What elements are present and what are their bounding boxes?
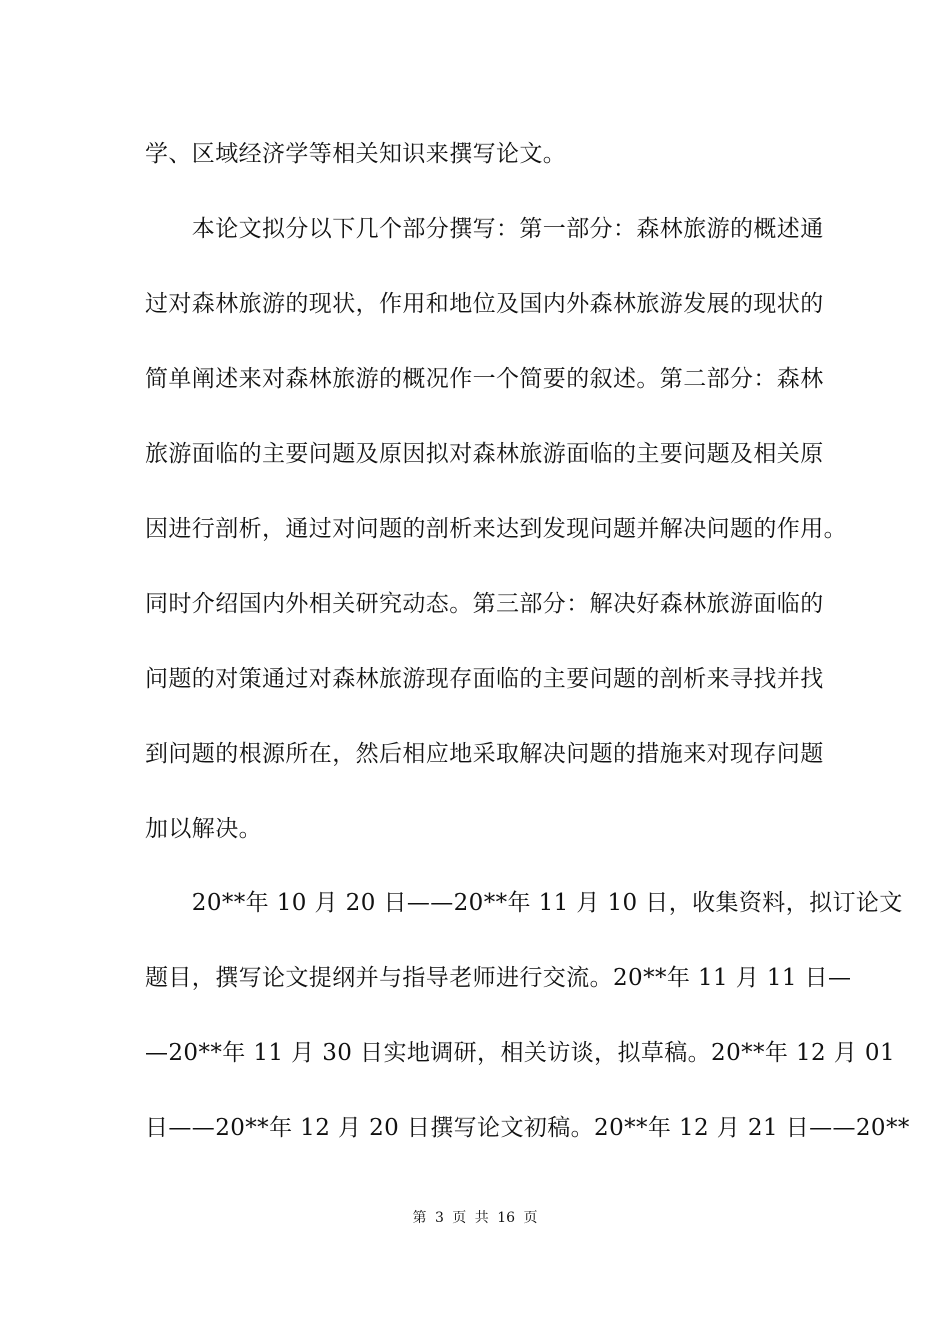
text-line: 日——20**年 12 月 20 日撰写论文初稿。20**年 12 月 21 日——20**: [145, 1115, 910, 1141]
text-line: 20**年 10 月 20 日——20**年 11 月 10 日，收集资料，拟订论文: [145, 890, 903, 916]
text-line: 问题的对策通过对森林旅游现存面临的主要问题的剖析来寻找并找: [145, 666, 824, 692]
page-number-footer: 第 3 页 共 16 页: [412, 1210, 538, 1226]
text-line: 学、区域经济学等相关知识来撰写论文。: [145, 141, 567, 167]
text-line: 因进行剖析，通过对问题的剖析来达到发现问题并解决问题的作用。: [145, 516, 847, 542]
text-line: 简单阐述来对森林旅游的概况作一个简要的叙述。第二部分：森林: [145, 366, 824, 392]
text-line: 过对森林旅游的现状，作用和地位及国内外森林旅游发展的现状的: [145, 291, 824, 317]
text-line: —20**年 11 月 30 日实地调研，相关访谈，拟草稿。20**年 12 月 01: [145, 1040, 895, 1066]
text-line: 到问题的根源所在，然后相应地采取解决问题的措施来对现存问题: [145, 741, 824, 767]
text-line: 旅游面临的主要问题及原因拟对森林旅游面临的主要问题及相关原: [145, 441, 824, 467]
text-line: 加以解决。: [145, 816, 262, 842]
text-line: 题目，撰写论文提纲并与指导老师进行交流。20**年 11 月 11 日—: [145, 965, 852, 991]
text-line: 本论文拟分以下几个部分撰写：第一部分：森林旅游的概述通: [145, 216, 824, 242]
text-line: 同时介绍国内外相关研究动态。第三部分：解决好森林旅游面临的: [145, 591, 824, 617]
